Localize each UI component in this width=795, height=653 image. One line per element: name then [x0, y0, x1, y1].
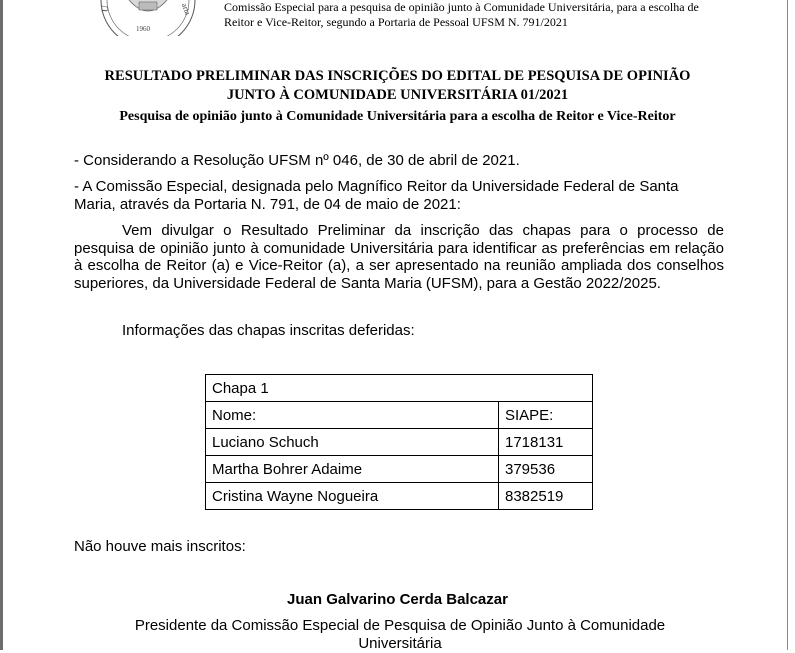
seal-year: 1960 — [136, 25, 150, 33]
member-siape: 8382519 — [499, 483, 593, 510]
table-row — [206, 429, 593, 456]
commission-paragraph: - A Comissão Especial, designada pelo Magnífico Reitor da Universidade Federal de Santa Maria, através da Portaria N. 791, de 04 de maio de 2021: — [74, 178, 679, 213]
table-row — [206, 483, 593, 510]
considering-paragraph: - Considerando a Resolução UFSM nº 046, de 30 de abril de 2021. — [74, 152, 520, 169]
signatory-name: Juan Galvarino Cerda Balcazar — [287, 591, 508, 608]
chapa-title: Chapa 1 — [206, 375, 593, 402]
member-name: Cristina Wayne Nogueira — [206, 483, 499, 510]
member-siape: 379536 — [499, 456, 593, 483]
chapas-info-label: Informações das chapas inscritas deferidas: — [122, 322, 415, 339]
closing-paragraph: Não houve mais inscritos: — [74, 538, 246, 555]
seal-ring-text-left: U — [99, 4, 111, 13]
chapa-title-row — [206, 375, 593, 402]
table-row — [206, 456, 593, 483]
header-siape: SIAPE: — [499, 402, 593, 429]
document-title-text: RESULTADO PRELIMINAR DAS INSCRIÇÕES DO EDITAL DE PESQUISA DE OPINIÃO JUNTO À COMUNIDADE UNIVERSITÁRIA 01/2021 — [104, 68, 691, 103]
viewer-right-border — [787, 0, 788, 650]
signatory-role: Presidente da Comissão Especial de Pesquisa de Opinião Junto à Comunidade Universitária — [134, 617, 666, 652]
announcement-paragraph: Vem divulgar o Resultado Preliminar da inscrição das chapas para o processo de pesquisa de opinião junto à comunidade Universitária para identificar as preferências em relação à escolha de Reitor (a) e Vice-Reitor (a), a ser apresentado na reunião ampliada dos conselhos superiores, da Universidade Federal de Santa Maria (UFSM), para a Gestão 2022/2025. — [74, 222, 724, 292]
commission-header-text: Comissão Especial para a pesquisa de opinião junto à Comunidade Universitária, para a escolha de Reitor e Vice-Reitor, segundo a Portaria de Pessoal UFSM N. 791/2021 — [224, 0, 699, 29]
member-name: Martha Bohrer Adaime — [206, 456, 499, 483]
chapa-header-row — [206, 402, 593, 429]
member-name: Luciano Schuch — [206, 429, 499, 456]
member-siape: 1718131 — [499, 429, 593, 456]
document-title — [0, 67, 795, 105]
seal-ring-text-right: aria — [179, 1, 193, 17]
university-seal-icon — [93, 0, 203, 36]
document-subtitle: Pesquisa de opinião junto à Comunidade Universitária para a escolha de Reitor e Vice-Reitor — [119, 109, 676, 124]
header-name: Nome: — [206, 402, 499, 429]
chapa-table — [205, 374, 593, 510]
